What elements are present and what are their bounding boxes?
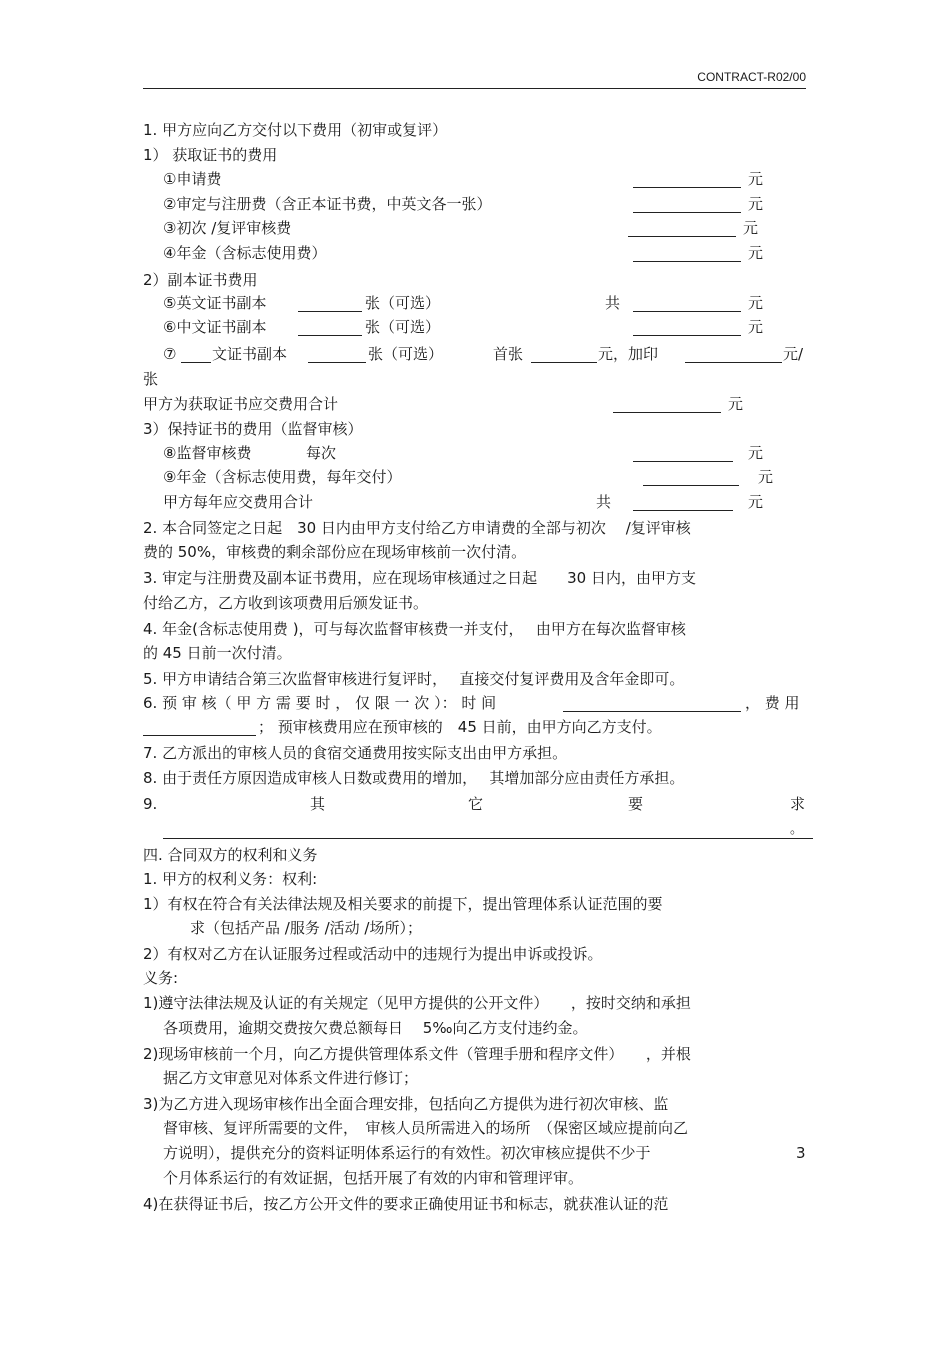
fee-application: ①申请费 [163, 170, 222, 188]
copy-other: 文证书副本 [212, 345, 288, 363]
blank-line [685, 362, 782, 363]
blank-line [633, 187, 741, 188]
zhang-optional: 张（可选） [368, 345, 444, 363]
yuan-unit: 元 [748, 318, 764, 336]
yuan-unit: 元 [758, 468, 774, 486]
blank-line [633, 335, 741, 336]
clause-9-num: 9. [143, 795, 158, 813]
duty-3-cont: 个月体系运行的有效证据，包括开展了有效的内审和管理评审。 [163, 1169, 584, 1187]
per-unit-wrap: 张 [143, 370, 159, 388]
clause-9-end: 。 [790, 822, 804, 837]
blank-line [143, 735, 256, 736]
gong-label: 共 [605, 294, 621, 312]
duty-3-cont: 方说明），提供充分的资料证明体系运行的有效性。初次审核应提供不少于 [163, 1144, 651, 1162]
duty-title: 义务: [143, 969, 179, 987]
gong-label: 共 [596, 493, 612, 511]
other-requirements-line [163, 838, 813, 839]
right-1-cont: 求（包括产品 /服务 /活动 /场所）； [190, 919, 422, 937]
fees-sub2-title: 2）副本证书费用 [143, 271, 258, 289]
right-2: 2）有权对乙方在认证服务过程或活动中的违规行为提出申诉或投诉。 [143, 945, 603, 963]
blank-line [633, 461, 733, 462]
clause-3: 3. 审定与注册费及副本证书费用，应在现场审核通过之日起 30 日内，由甲方支 [143, 569, 696, 587]
clause-9-char: 求 [790, 795, 806, 813]
clause-4: 4. 年金(含标志使用费 )，可与每次监督审核费一并支付， 由甲方在每次监督审核 [143, 620, 686, 638]
blank-line [633, 311, 741, 312]
copy-chinese: ⑥中文证书副本 [163, 318, 267, 336]
blank-line [298, 311, 362, 312]
clause-6-fee: ， 费 用 [745, 694, 800, 712]
document-code: CONTRACT-R02/00 [697, 70, 806, 84]
clause-9-char: 其 [310, 795, 326, 813]
yuan-unit: 元 [743, 219, 759, 237]
yuan-unit: 元 [748, 294, 764, 312]
duty-3-number: 3 [796, 1144, 806, 1162]
clause-4-cont: 的 45 日前一次付清。 [143, 644, 292, 662]
clause-6-cont: ； 预审核费用应在预审核的 45 日前，由甲方向乙方支付。 [258, 718, 662, 736]
clause-5: 5. 甲方申请结合第三次监督审核进行复评时， 直接交付复评费用及含年金即可。 [143, 670, 685, 688]
clause-7: 7. 乙方派出的审核人员的食宿交通费用按实际支出由甲方承担。 [143, 744, 568, 762]
blank-line [563, 711, 741, 712]
right-1: 1）有权在符合有关法律法规及相关要求的前提下，提出管理体系认证范围的要 [143, 895, 663, 913]
blank-line [643, 485, 739, 486]
blank-line [628, 236, 736, 237]
each-time: 每次 [306, 444, 337, 462]
fee-annual: ④年金（含标志使用费） [163, 244, 327, 262]
yuan-unit: 元 [748, 244, 764, 262]
yuan-unit: 元 [748, 195, 764, 213]
zhang-optional: 张（可选） [365, 294, 441, 312]
party-a-rights: 1. 甲方的权利义务：权利: [143, 870, 318, 888]
copy-other-prefix: ⑦ [163, 345, 177, 363]
duty-2-cont: 据乙方文审意见对体系文件进行修订； [163, 1069, 419, 1087]
fees-sub3-title: 3）保持证书的费用（监督审核） [143, 420, 363, 438]
clause-3-cont: 付给乙方，乙方收到该项费用后颁发证书。 [143, 594, 429, 612]
clause-9-char: 它 [468, 795, 484, 813]
copy-english: ⑤英文证书副本 [163, 294, 267, 312]
clause-2-cont: 费的 50%，审核费的剩余部份应在现场审核前一次付清。 [143, 543, 527, 561]
clause-8: 8. 由于责任方原因造成审核人日数或费用的增加， 其增加部分应由责任方承担。 [143, 769, 685, 787]
duty-1: 1)遵守法律法规及认证的有关规定（见甲方提供的公开文件） ，按时交纳和承担 [143, 994, 691, 1012]
fee-audit: ③初次 /复评审核费 [163, 219, 292, 237]
blank-line [181, 362, 211, 363]
duty-2: 2)现场审核前一个月，向乙方提供管理体系文件（管理手册和程序文件） ，并根 [143, 1045, 691, 1063]
blank-line [308, 362, 366, 363]
header-rule [143, 88, 806, 89]
blank-line [633, 212, 741, 213]
clause-9-char: 要 [628, 795, 644, 813]
blank-line [531, 362, 597, 363]
duty-3: 3)为乙方进入现场审核作出全面合理安排，包括向乙方提供为进行初次审核、监 [143, 1095, 669, 1113]
yuan-unit: 元 [748, 444, 764, 462]
rights-title: 四. 合同双方的权利和义务 [143, 846, 318, 864]
yuan-unit: 元 [748, 493, 764, 511]
fees-sub1-title: 1） 获取证书的费用 [143, 146, 278, 164]
fee-surveillance: ⑧监督审核费 [163, 444, 252, 462]
fees-title: 1. 甲方应向乙方交付以下费用（初审或复评） [143, 121, 448, 139]
blank-line [633, 510, 733, 511]
duty-4: 4)在获得证书后，按乙方公开文件的要求正确使用证书和标志，就获准认证的范 [143, 1195, 669, 1213]
blank-line [633, 261, 741, 262]
clause-6: 6. 预 审 核（ 甲 方 需 要 时 ， 仅 限 一 次 ）： 时 间 [143, 694, 497, 712]
fee-registration: ②审定与注册费（含正本证书费，中英文各一张） [163, 195, 492, 213]
per-unit: 元/ [783, 345, 804, 363]
blank-line [613, 412, 721, 413]
yuan-unit: 元 [728, 395, 744, 413]
zhang-optional: 张（可选） [365, 318, 441, 336]
total-yearly: 甲方每年应交费用合计 [163, 493, 314, 511]
blank-line [298, 335, 362, 336]
yuan-extra-label: 元，加印 [598, 345, 659, 363]
first-copy-label: 首张 [493, 345, 524, 363]
clause-2: 2. 本合同签定之日起 30 日内由甲方支付给乙方申请费的全部与初次 /复评审核 [143, 519, 691, 537]
fee-annual-yearly: ⑨年金（含标志使用费，每年交付） [163, 468, 402, 486]
yuan-unit: 元 [748, 170, 764, 188]
duty-3-cont: 督审核、复评所需要的文件， 审核人员所需进入的场所 （保密区域应提前向乙 [163, 1119, 689, 1137]
total-get-certificate: 甲方为获取证书应交费用合计 [143, 395, 339, 413]
duty-1-cont: 各项费用，逾期交费按欠费总额每日 5‰向乙方支付违约金。 [163, 1019, 588, 1037]
